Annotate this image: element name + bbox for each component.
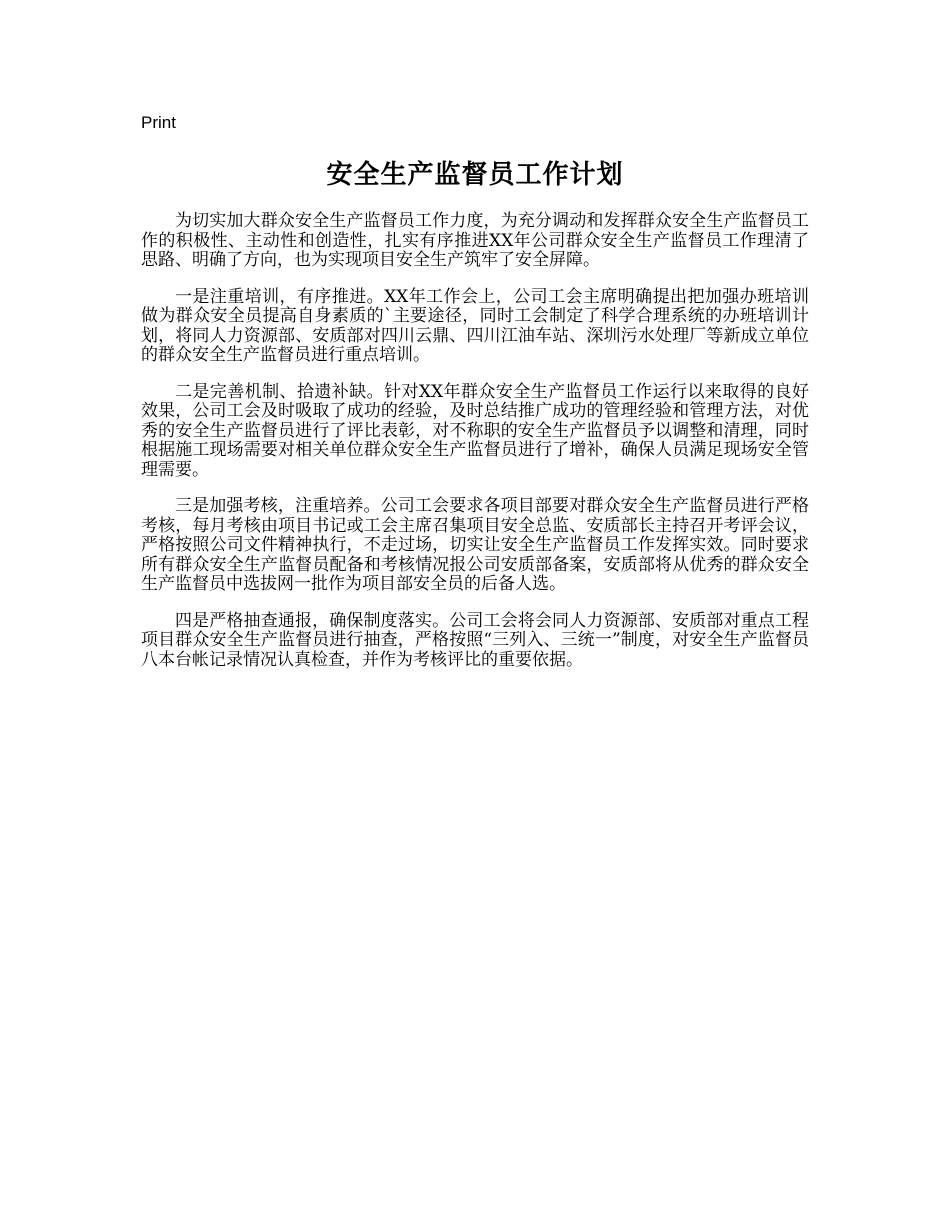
print-label: Print xyxy=(141,113,176,132)
document-title: 安全生产监督员工作计划 xyxy=(326,160,624,190)
paragraph-intro: 为切实加大群众安全生产监督员工作力度，为充分调动和发挥群众安全生产监督员工作的积极性、主动性和创造性，扎实有序推进XX年公司群众安全生产监督员工作理清了思路、明确了方向，也为实现项目安全生产筑牢了安全屏障。 xyxy=(141,211,809,270)
paragraph-assessment: 三是加强考核，注重培养。公司工会要求各项目部要对群众安全生产监督员进行严格考核，每月考核由项目书记或工会主席召集项目安全总监、安质部长主持召开考评会议，严格按照公司文件精神执行，不走过场，切实让安全生产监督员工作发挥实效。同时要求所有群众安全生产监督员配备和考核情况报公司安质部备案，安质部将从优秀的群众安全生产监督员中选拔网一批作为项目部安全员的后备人选。 xyxy=(141,496,809,594)
paragraph-inspection: 四是严格抽查通报，确保制度落实。公司工会将会同人力资源部、安质部对重点工程项目群众安全生产监督员进行抽查，严格按照“三列入、三统一”制度，对安全生产监督员八本台帐记录情况认真检查，并作为考核评比的重要依据。 xyxy=(141,610,809,670)
document-body xyxy=(141,212,809,687)
paragraph-mechanism: 二是完善机制、拾遗补缺。针对XX年群众安全生产监督员工作运行以来取得的良好效果，公司工会及时吸取了成功的经验，及时总结推广成功的管理经验和管理方法，对优秀的安全生产监督员进行了评比表彰，对不称职的安全生产监督员予以调整和清理，同时根据施工现场需要对相关单位群众安全生产监督员进行了增补，确保人员满足现场安全管理需要。 xyxy=(141,381,809,480)
paragraph-training: 一是注重培训，有序推进。XX年工作会上，公司工会主席明确提出把加强办班培训做为群众安全员提高自身素质的`主要途径，同时工会制定了科学合理系统的办班培训计划，将同人力资源部、安质部对四川云鼎、四川江油车站、深圳污水处理厂等新成立单位的群众安全生产监督员进行重点培训。 xyxy=(141,286,809,365)
